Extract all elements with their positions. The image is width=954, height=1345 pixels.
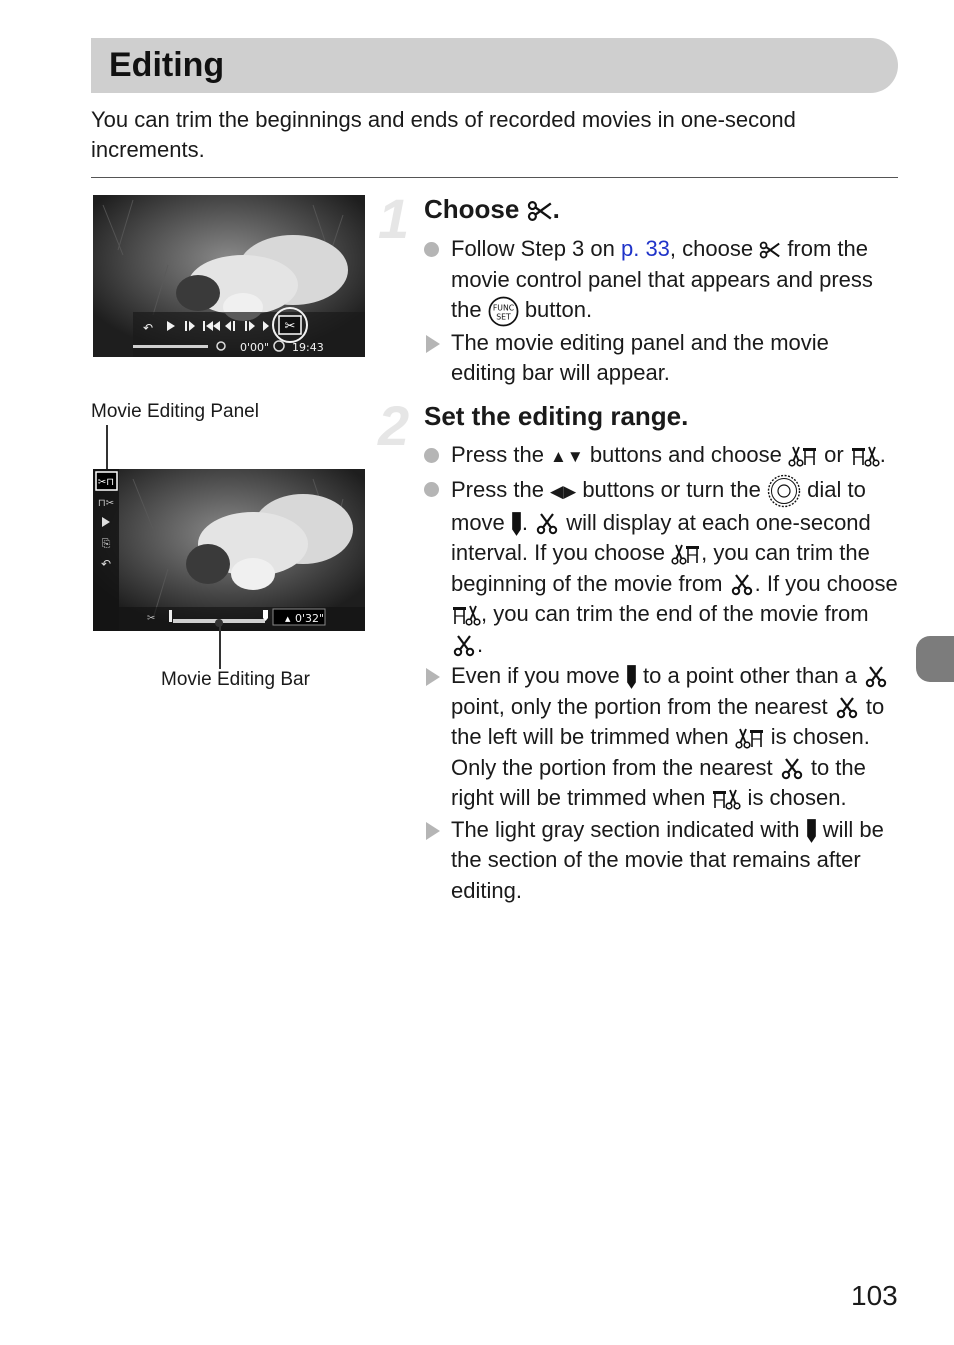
step-2-number: 2 bbox=[378, 394, 410, 457]
step-1-title: Choose . bbox=[424, 194, 560, 224]
panel-callout-label: Movie Editing Panel bbox=[91, 401, 259, 422]
result-arrow-icon bbox=[426, 335, 440, 353]
list-item: Press the ◀▶ buttons or turn the dial to move . will display at each one-second interval. If you choose , you can trim the beginning of the movie from . If you choose , you can trim the end of the movie from . bbox=[424, 474, 898, 661]
func-set-button-icon bbox=[488, 296, 519, 327]
page-title: Editing bbox=[109, 46, 225, 84]
bullet-icon bbox=[424, 482, 439, 497]
section-header bbox=[91, 38, 898, 93]
result-arrow-icon bbox=[426, 668, 440, 686]
chapter-tab bbox=[916, 636, 954, 682]
bottom-elapsed-time: 0'32" bbox=[295, 612, 325, 625]
trim-end-icon bbox=[451, 602, 481, 628]
list-item: Press the ▲▼ buttons and choose or . bbox=[424, 440, 898, 473]
top-clock-time: 19:43 bbox=[292, 341, 324, 354]
position-marker-icon bbox=[626, 664, 637, 690]
movie-control-panel-screenshot bbox=[93, 195, 365, 357]
svg-text:⊓✂: ⊓✂ bbox=[97, 498, 115, 509]
trim-end-icon bbox=[850, 443, 880, 469]
step-2-items bbox=[424, 440, 898, 907]
svg-text:▲: ▲ bbox=[285, 615, 291, 623]
scissors-icon bbox=[534, 512, 560, 536]
svg-text:✂: ✂ bbox=[284, 319, 296, 334]
trim-start-icon bbox=[788, 443, 818, 469]
step-2-title: Set the editing range. bbox=[424, 401, 689, 431]
bar-callout-label: Movie Editing Bar bbox=[161, 669, 310, 690]
scissors-icon bbox=[779, 757, 805, 781]
position-marker-icon bbox=[806, 818, 817, 844]
bar-callout-dot bbox=[215, 619, 223, 627]
page-number: 103 bbox=[851, 1280, 898, 1311]
page-link[interactable]: p. 33 bbox=[620, 236, 670, 261]
bullet-icon bbox=[424, 242, 439, 257]
svg-text:✂⊓: ✂⊓ bbox=[97, 477, 115, 488]
step-1-items bbox=[424, 234, 898, 390]
position-marker-icon bbox=[511, 511, 522, 537]
up-down-buttons-icon: ▲▼ bbox=[550, 447, 584, 466]
trim-start-icon bbox=[671, 541, 701, 567]
trim-start-icon bbox=[735, 725, 765, 751]
list-item: The movie editing panel and the movie editing bar will appear. bbox=[424, 328, 898, 389]
scissors-icon bbox=[729, 573, 755, 597]
top-elapsed-time: 0'00" bbox=[240, 341, 270, 354]
divider bbox=[91, 177, 898, 178]
panel-callout-line bbox=[106, 425, 108, 472]
trim-end-icon bbox=[711, 786, 741, 812]
control-dial-icon bbox=[767, 474, 801, 508]
movie-editing-screenshot bbox=[93, 469, 365, 631]
list-item: Follow Step 3 on p. 33, choose from the movie control panel that appears and press the button. bbox=[424, 234, 898, 327]
list-item: Even if you move to a point other than a point, only the portion from the nearest to the left will be trimmed when is chosen. Only the portion from the nearest to the right will be trimmed when is chosen. bbox=[424, 661, 898, 814]
intro-text: You can trim the beginnings and ends of recorded movies in one-second increments. bbox=[91, 107, 796, 162]
list-item: The light gray section indicated with will be the section of the movie that remains after editing. bbox=[424, 815, 898, 907]
result-arrow-icon bbox=[426, 822, 440, 840]
scissors-icon bbox=[863, 665, 889, 689]
svg-text:✂: ✂ bbox=[147, 613, 156, 624]
left-right-buttons-icon: ◀▶ bbox=[550, 481, 577, 501]
svg-text:↶: ↶ bbox=[100, 557, 112, 571]
bullet-icon bbox=[424, 448, 439, 463]
bar-callout-line bbox=[219, 623, 221, 669]
cut-icon bbox=[759, 239, 781, 261]
cut-icon bbox=[527, 198, 553, 224]
scissors-icon bbox=[451, 634, 477, 658]
svg-text:↶: ↶ bbox=[143, 321, 154, 335]
svg-text:⎘: ⎘ bbox=[101, 537, 111, 550]
scissors-icon bbox=[834, 696, 860, 720]
step-1-number: 1 bbox=[378, 187, 410, 250]
